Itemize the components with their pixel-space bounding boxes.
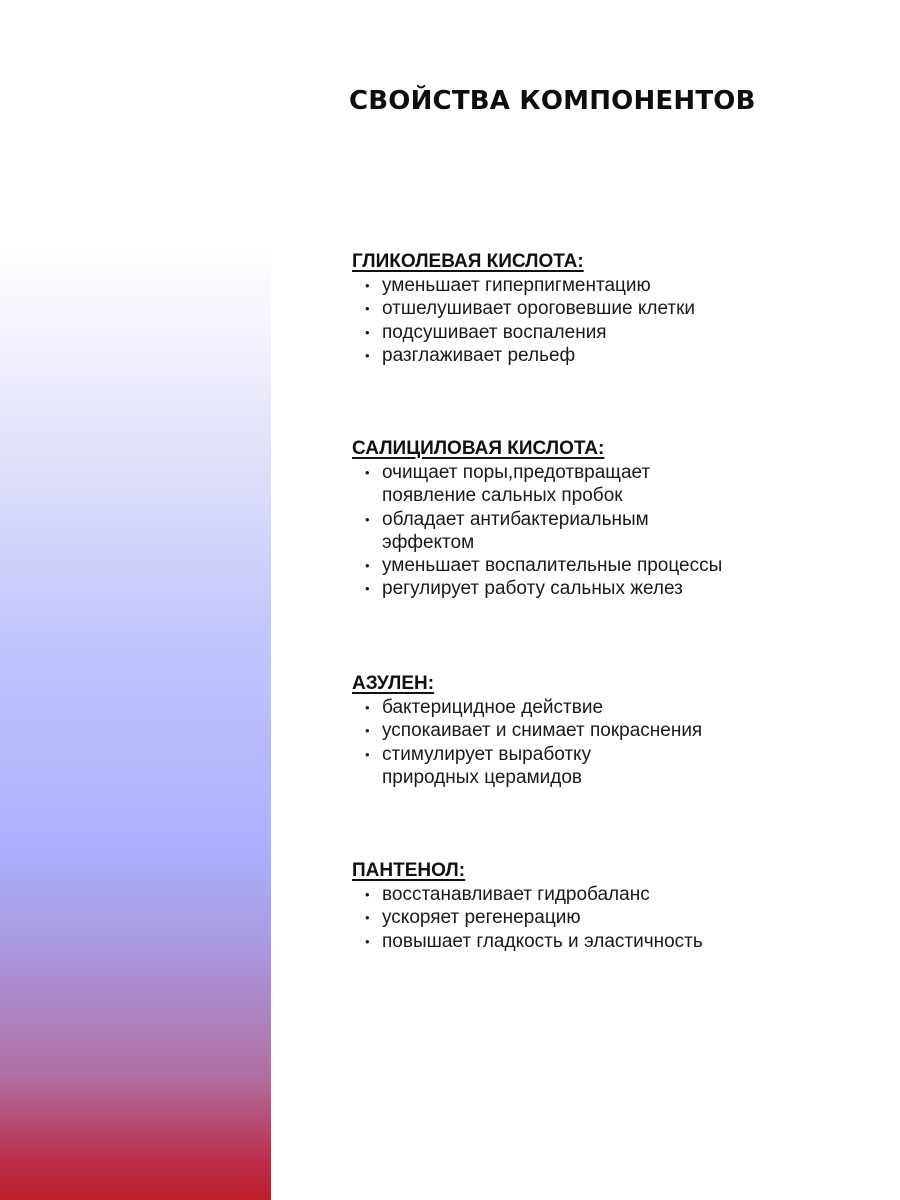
section-heading: ПАНТЕНОЛ: bbox=[352, 860, 466, 881]
item-text: бактерицидное действие bbox=[382, 697, 604, 718]
list-item bbox=[352, 274, 872, 297]
item-text: успокаивает и снимает покраснения bbox=[382, 720, 703, 742]
list-item bbox=[352, 906, 872, 929]
bullet-icon: • bbox=[365, 746, 370, 762]
bullet-icon: • bbox=[365, 581, 370, 597]
item-text: отшелушивает ороговевшие клетки bbox=[382, 298, 696, 320]
side-gradient-panel bbox=[0, 250, 271, 1200]
item-text: уменьшает воспалительные процессы bbox=[382, 555, 723, 577]
section-salicylic-acid bbox=[352, 437, 872, 601]
item-text: уменьшает гиперпигментацию bbox=[382, 275, 651, 296]
section-heading: АЗУЛЕН: bbox=[352, 673, 435, 694]
list-item bbox=[352, 344, 872, 367]
property-list bbox=[352, 883, 872, 953]
bullet-icon: • bbox=[365, 347, 370, 363]
property-list bbox=[352, 696, 872, 789]
section-heading: ГЛИКОЛЕВАЯ КИСЛОТА: bbox=[352, 251, 584, 272]
list-item bbox=[352, 554, 872, 577]
list-item bbox=[352, 696, 872, 719]
item-text: разглаживает рельеф bbox=[382, 344, 576, 366]
bullet-icon: • bbox=[365, 511, 370, 527]
item-text: регулирует работу сальных желез bbox=[382, 578, 683, 600]
item-text: восстанавливает гидробаланс bbox=[382, 884, 650, 905]
page-title: СВОЙСТВА КОМПОНЕНТОВ bbox=[349, 86, 756, 116]
section-panthenol bbox=[352, 859, 872, 953]
bullet-icon: • bbox=[365, 910, 370, 926]
bullet-icon: • bbox=[365, 558, 370, 574]
item-text: очищает поры,предотвращает появление сальных пробок bbox=[382, 462, 651, 507]
section-glycolic-acid bbox=[352, 250, 872, 367]
list-item bbox=[352, 461, 872, 508]
list-item bbox=[352, 297, 872, 320]
bullet-icon: • bbox=[365, 278, 370, 293]
list-item bbox=[352, 577, 872, 600]
section-azulene bbox=[352, 672, 872, 789]
section-heading: САЛИЦИЛОВАЯ КИСЛОТА: bbox=[352, 438, 605, 459]
list-item bbox=[352, 883, 872, 906]
property-list bbox=[352, 274, 872, 367]
bullet-icon: • bbox=[365, 324, 370, 340]
bullet-icon: • bbox=[365, 723, 370, 739]
list-item bbox=[352, 508, 872, 555]
item-text: стимулирует выработку природных церамидов bbox=[382, 743, 592, 788]
property-list bbox=[352, 461, 872, 601]
list-item bbox=[352, 743, 872, 790]
item-text: повышает гладкость и эластичность bbox=[382, 930, 703, 952]
bullet-icon: • bbox=[365, 465, 370, 480]
bullet-icon: • bbox=[365, 933, 370, 949]
bullet-icon: • bbox=[365, 301, 370, 317]
list-item bbox=[352, 321, 872, 344]
list-item bbox=[352, 719, 872, 742]
bullet-icon: • bbox=[365, 700, 370, 715]
item-text: подсушивает воспаления bbox=[382, 321, 607, 343]
list-item bbox=[352, 930, 872, 953]
item-text: ускоряет регенерацию bbox=[382, 907, 581, 929]
item-text: обладает антибактериальным эффектом bbox=[382, 508, 649, 553]
bullet-icon: • bbox=[365, 887, 370, 902]
